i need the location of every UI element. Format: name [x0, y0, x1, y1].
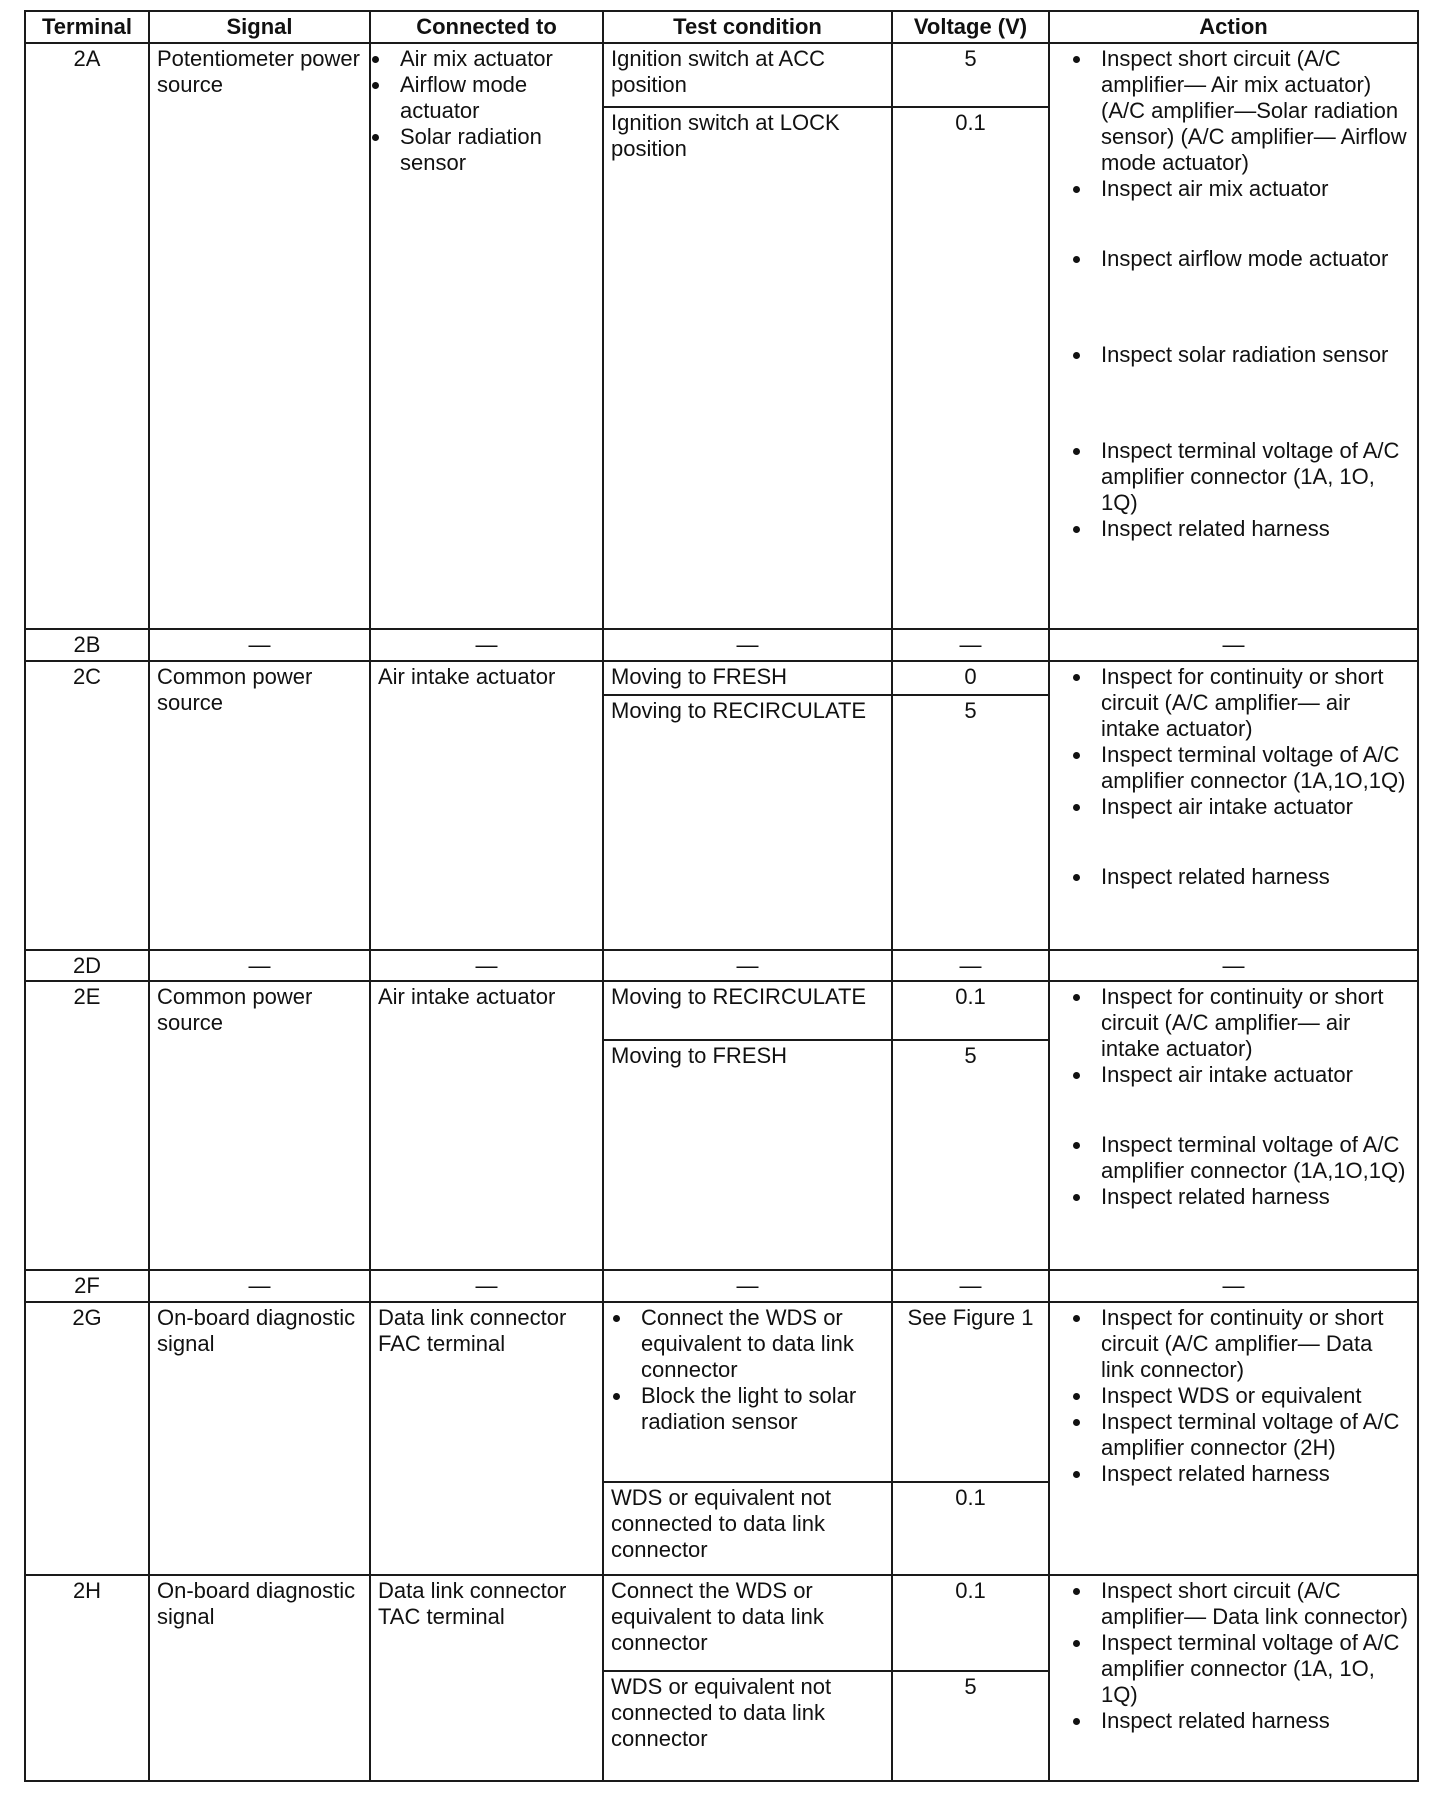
test-condition-cell: — — [603, 1270, 892, 1302]
table-row — [25, 43, 1418, 107]
list-item: • Inspect solar radiation sensor — [1093, 342, 1410, 368]
action-cell — [1049, 1302, 1418, 1576]
test-condition-cell: Moving to FRESH — [603, 661, 892, 695]
terminal-cell: 2B — [25, 629, 149, 661]
connected-cell: Data link connector TAC terminal — [370, 1575, 603, 1781]
voltage-cell: — — [892, 629, 1049, 661]
connected-cell: Air intake actuator — [370, 661, 603, 949]
list-item: • Inspect for continuity or short circuit (A/C amplifier— Data link connector) — [1093, 1305, 1410, 1383]
connected-cell — [370, 43, 603, 629]
list-item: • Inspect terminal voltage of A/C amplifier connector (1A,1O,1Q) — [1093, 742, 1410, 794]
signal-cell: — — [149, 629, 370, 661]
terminal-cell: 2D — [25, 950, 149, 982]
header-terminal: Terminal — [25, 11, 149, 43]
list-item: • Inspect related harness — [1093, 1461, 1410, 1487]
table-row — [25, 950, 1418, 982]
voltage-cell: 5 — [892, 43, 1049, 107]
test-condition-cell — [603, 1302, 892, 1482]
connected-cell: — — [370, 1270, 603, 1302]
table-row — [25, 1302, 1418, 1482]
table-row — [25, 981, 1418, 1039]
list-item: • Inspect short circuit (A/C amplifier— Air mix actuator) (A/C amplifier—Solar radiation sensor) (A/C amplifier— Airflow mode actuator) — [1093, 46, 1410, 176]
table-row — [25, 1270, 1418, 1302]
action-list — [1057, 664, 1410, 890]
signal-cell: On-board diagnostic signal — [149, 1575, 370, 1781]
list-item: • Inspect terminal voltage of A/C amplifier connector (1A,1O,1Q) — [1093, 1132, 1410, 1184]
list-item: • Inspect air mix actuator — [1093, 176, 1410, 202]
terminal-cell: 2F — [25, 1270, 149, 1302]
signal-cell: On-board diagnostic signal — [149, 1302, 370, 1576]
signal-cell: Common power source — [149, 981, 370, 1269]
table-row — [25, 1575, 1418, 1670]
list-item: • Inspect air intake actuator — [1093, 1062, 1410, 1088]
voltage-cell: 0.1 — [892, 981, 1049, 1039]
table-row — [25, 629, 1418, 661]
test-condition-cell: Ignition switch at LOCK position — [603, 107, 892, 630]
action-cell: — — [1049, 1270, 1418, 1302]
header-connected-to: Connected to — [370, 11, 603, 43]
list-item: • Air mix actuator — [392, 46, 595, 72]
voltage-cell: 0.1 — [892, 107, 1049, 630]
connected-cell: Data link connector FAC terminal — [370, 1302, 603, 1576]
list-item: • Inspect terminal voltage of A/C amplifier connector (2H) — [1093, 1409, 1410, 1461]
test-condition-cell: Connect the WDS or equivalent to data link connector — [603, 1575, 892, 1670]
connected-cell: Air intake actuator — [370, 981, 603, 1269]
test-condition-cell: Moving to RECIRCULATE — [603, 981, 892, 1039]
connected-cell: — — [370, 629, 603, 661]
header-row — [25, 11, 1418, 43]
header-voltage: Voltage (V) — [892, 11, 1049, 43]
action-cell: — — [1049, 950, 1418, 982]
list-item: • Airflow mode actuator — [392, 72, 595, 124]
header-signal: Signal — [149, 11, 370, 43]
test-condition-cell: — — [603, 629, 892, 661]
voltage-cell: — — [892, 950, 1049, 982]
list-item: • Inspect airflow mode actuator — [1093, 246, 1410, 272]
action-list — [1057, 46, 1410, 542]
voltage-cell: 5 — [892, 695, 1049, 949]
list-item: • Inspect for continuity or short circuit (A/C amplifier— air intake actuator) — [1093, 984, 1410, 1062]
list-item: • Inspect WDS or equivalent — [1093, 1383, 1410, 1409]
terminal-inspection-table — [24, 10, 1419, 1782]
list-item: • Inspect short circuit (A/C amplifier— Data link connector) — [1093, 1578, 1410, 1630]
list-item: • Block the light to solar radiation sensor — [633, 1383, 884, 1435]
action-cell: — — [1049, 629, 1418, 661]
action-list — [1057, 1578, 1410, 1734]
terminal-cell: 2E — [25, 981, 149, 1269]
list-item: • Solar radiation sensor — [392, 124, 595, 176]
action-cell — [1049, 43, 1418, 629]
list-item: • Inspect for continuity or short circuit (A/C amplifier— air intake actuator) — [1093, 664, 1410, 742]
list-item: • Inspect terminal voltage of A/C amplifier connector (1A, 1O, 1Q) — [1093, 438, 1410, 516]
voltage-cell: 0.1 — [892, 1482, 1049, 1575]
connected-cell: — — [370, 950, 603, 982]
test-condition-cell: Moving to RECIRCULATE — [603, 695, 892, 949]
signal-cell: — — [149, 1270, 370, 1302]
header-action: Action — [1049, 11, 1418, 43]
voltage-cell: 5 — [892, 1671, 1049, 1781]
terminal-cell: 2C — [25, 661, 149, 949]
list-item: • Inspect related harness — [1093, 1708, 1410, 1734]
list-item: • Inspect related harness — [1093, 516, 1410, 542]
terminal-cell: 2G — [25, 1302, 149, 1576]
voltage-cell: 0 — [892, 661, 1049, 695]
test-condition-cell: WDS or equivalent not connected to data link connector — [603, 1482, 892, 1575]
action-list — [1057, 984, 1410, 1210]
voltage-cell: — — [892, 1270, 1049, 1302]
list-item: • Inspect related harness — [1093, 1184, 1410, 1210]
signal-cell: — — [149, 950, 370, 982]
action-cell — [1049, 981, 1418, 1269]
test-condition-cell: — — [603, 950, 892, 982]
table-row — [25, 661, 1418, 695]
action-list — [1057, 1305, 1410, 1487]
voltage-cell: 5 — [892, 1040, 1049, 1270]
terminal-cell: 2A — [25, 43, 149, 629]
signal-cell: Common power source — [149, 661, 370, 949]
terminal-cell: 2H — [25, 1575, 149, 1781]
voltage-cell: 0.1 — [892, 1575, 1049, 1670]
list-item: • Inspect air intake actuator — [1093, 794, 1410, 820]
list-item: • Connect the WDS or equivalent to data link connector — [633, 1305, 884, 1383]
header-test-condition: Test condition — [603, 11, 892, 43]
list-item: • Inspect terminal voltage of A/C amplifier connector (1A, 1O, 1Q) — [1093, 1630, 1410, 1708]
test-condition-cell: Moving to FRESH — [603, 1040, 892, 1270]
voltage-cell: See Figure 1 — [892, 1302, 1049, 1482]
test-condition-list — [611, 1305, 884, 1435]
connected-list — [378, 46, 595, 176]
test-condition-cell: Ignition switch at ACC position — [603, 43, 892, 107]
signal-cell: Potentiometer power source — [149, 43, 370, 629]
list-item: • Inspect related harness — [1093, 864, 1410, 890]
action-cell — [1049, 661, 1418, 949]
action-cell — [1049, 1575, 1418, 1781]
test-condition-cell: WDS or equivalent not connected to data link connector — [603, 1671, 892, 1781]
